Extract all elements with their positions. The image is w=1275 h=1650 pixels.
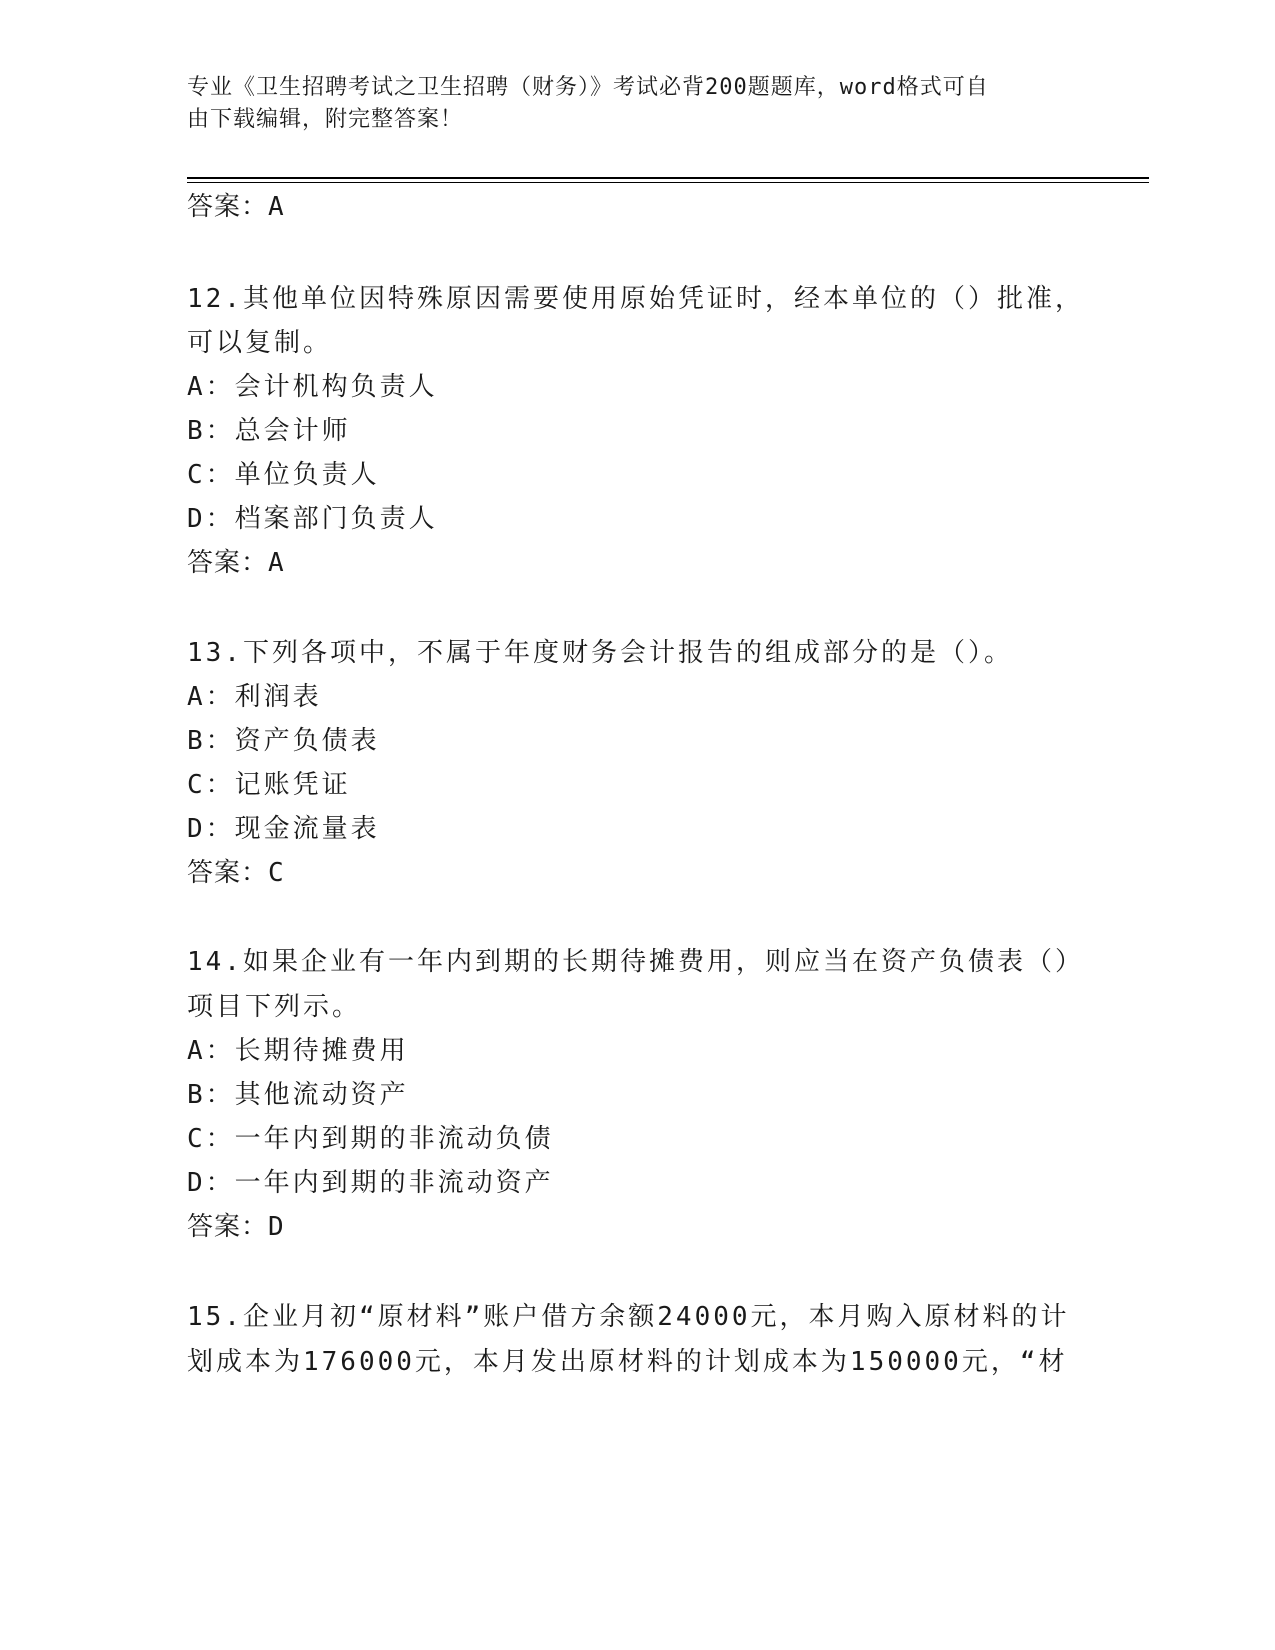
option-b: B：资产负债表 <box>187 726 380 756</box>
answer-label: 答案： <box>187 1212 269 1242</box>
question-text: 15.企业月初“原材料”账户借方余额24000元，本月购入原材料的计 <box>187 1302 1070 1332</box>
option-c: C：记账凭证 <box>187 770 351 800</box>
answer-value: A <box>268 548 285 578</box>
question-text: 12.其他单位因特殊原因需要使用原始凭证时，经本单位的（）批准， <box>187 284 1084 314</box>
option-a: A：长期待摊费用 <box>187 1036 409 1066</box>
answer-line <box>187 1210 285 1244</box>
answer-line <box>187 546 285 580</box>
option-a: A：利润表 <box>187 682 322 712</box>
header-rule-thick <box>187 177 1149 179</box>
question-text-cont: 划成本为176000元，本月发出原材料的计划成本为150000元，“材 <box>187 1347 1068 1377</box>
question-text-cont: 可以复制。 <box>187 328 333 358</box>
answer-value: A <box>268 192 285 222</box>
answer-label: 答案： <box>187 192 269 222</box>
answer-line <box>187 856 285 890</box>
header-line-1: 专业《卫生招聘考试之卫生招聘（财务）》考试必背200题题库，word格式可自 <box>187 75 989 100</box>
option-d: D：现金流量表 <box>187 814 380 844</box>
option-d: D：档案部门负责人 <box>187 504 438 534</box>
option-b: B：其他流动资产 <box>187 1080 409 1110</box>
header-rule-thin <box>187 182 1149 183</box>
header-line-2: 由下载编辑，附完整答案！ <box>187 107 464 132</box>
answer-value: D <box>268 1212 285 1242</box>
option-d: D：一年内到期的非流动资产 <box>187 1168 554 1198</box>
option-a: A：会计机构负责人 <box>187 372 438 402</box>
option-c: C：一年内到期的非流动负债 <box>187 1124 554 1154</box>
question-text: 14.如果企业有一年内到期的长期待摊费用，则应当在资产负债表（） <box>187 947 1084 977</box>
option-c: C：单位负责人 <box>187 460 380 490</box>
option-b: B：总会计师 <box>187 416 351 446</box>
document-header <box>187 72 1067 136</box>
question-text: 13.下列各项中，不属于年度财务会计报告的组成部分的是（）。 <box>187 638 1013 668</box>
answer-label: 答案： <box>187 548 269 578</box>
answer-line <box>187 190 285 224</box>
answer-label: 答案： <box>187 858 269 888</box>
answer-value: C <box>268 858 285 888</box>
question-text-cont: 项目下列示。 <box>187 992 362 1022</box>
